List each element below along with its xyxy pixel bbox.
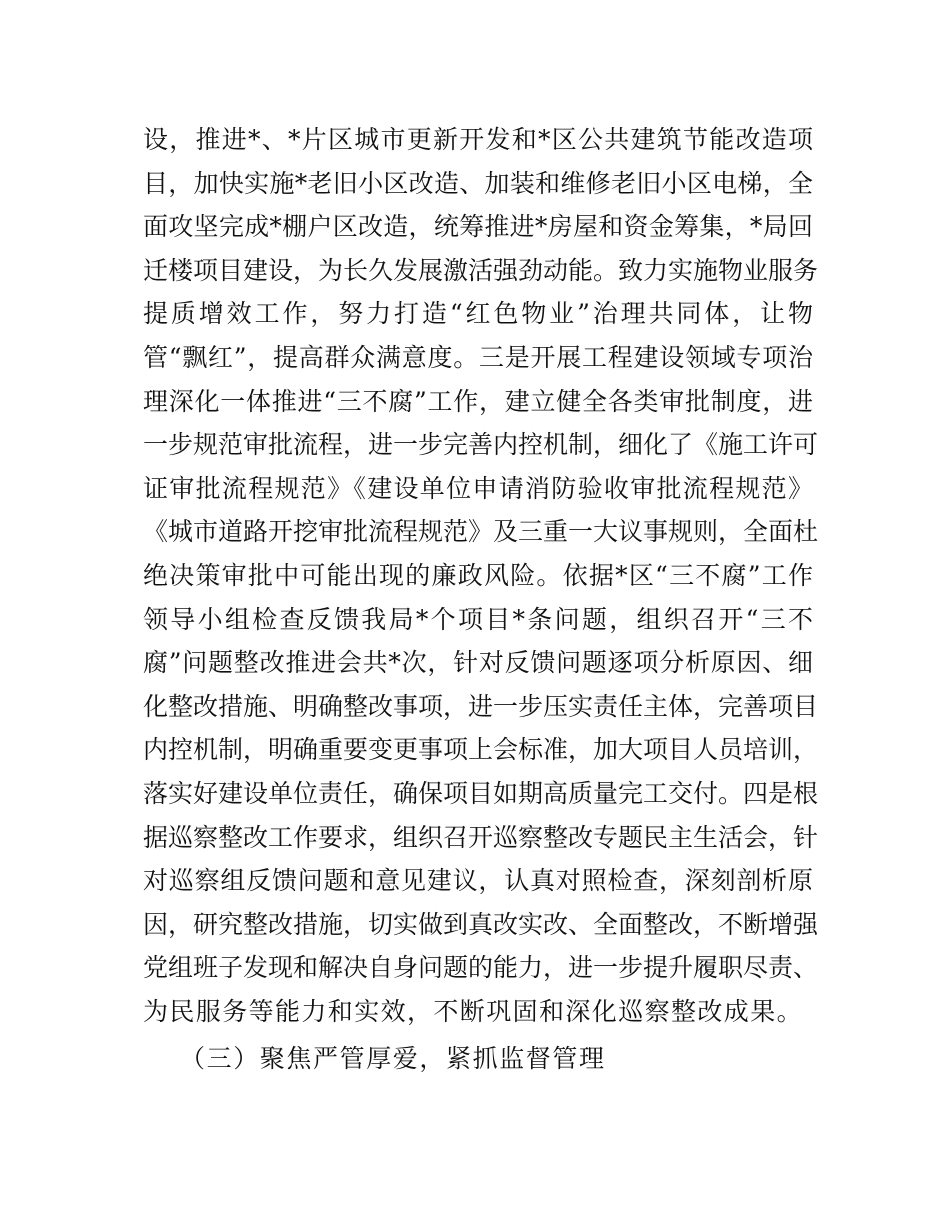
paragraph-line: 迁楼项目建设，为长久发展激活强劲动能。致力实施物业服务 (143, 255, 819, 285)
paragraph-line: 腐”问题整改推进会共*次，针对反馈问题逐项分析原因、细 (143, 648, 813, 678)
paragraph-line: 因，研究整改措施，切实做到真改实改、全面整改，不断增强 (143, 909, 819, 939)
paragraph-line: 目，加快实施*老旧小区改造、加装和维修老旧小区电梯，全 (143, 168, 813, 198)
paragraph-line: 对巡察组反馈问题和意见建议，认真对照检查，深刻剖析原 (143, 866, 813, 896)
paragraph-line: 提质增效工作，努力打造“红色物业”治理共同体，让物 (143, 299, 813, 329)
paragraph-line: 党组班子发现和解决自身问题的能力，进一步提升履职尽责、 (143, 953, 819, 983)
paragraph-line-last: 为民服务等能力和实效，不断巩固和深化巡察整改成果。 (143, 996, 804, 1026)
paragraph-line: 一步规范审批流程，进一步完善内控机制，细化了《施工许可 (143, 430, 819, 460)
paragraph-line: 落实好建设单位责任，确保项目如期高质量完工交付。四是根 (143, 778, 819, 808)
paragraph-line: 绝决策审批中可能出现的廉政风险。依据*区“三不腐”工作 (143, 560, 813, 590)
paragraph-line: 领导小组检查反馈我局*个项目*条问题，组织召开“三不 (143, 604, 813, 634)
paragraph-line: 理深化一体推进“三不腐”工作，建立健全各类审批制度，进 (143, 386, 813, 416)
body-paragraph (143, 118, 819, 1033)
paragraph-line: 化整改措施、明确整改事项，进一步压实责任主体，完善项目 (143, 691, 819, 721)
paragraph-line: 面攻坚完成*棚户区改造，统筹推进*房屋和资金筹集，*局回 (143, 212, 813, 242)
paragraph-line: 《城市道路开挖审批流程规范》及三重一大议事规则，全面杜 (143, 517, 819, 547)
section-heading: （三）聚焦严管厚爱，紧抓监督管理 (180, 1044, 606, 1073)
paragraph-line: 证审批流程规范》《建设单位申请消防验收审批流程规范》 (143, 473, 813, 503)
paragraph-line: 内控机制，明确重要变更事项上会标准，加大项目人员培训， (143, 735, 819, 765)
paragraph-line: 管“飘红”，提高群众满意度。三是开展工程建设领域专项治 (143, 342, 813, 372)
paragraph-line: 据巡察整改工作要求，组织召开巡察整改专题民主生活会，针 (143, 822, 819, 852)
paragraph-line: 设，推进*、*片区城市更新开发和*区公共建筑节能改造项 (143, 125, 813, 154)
